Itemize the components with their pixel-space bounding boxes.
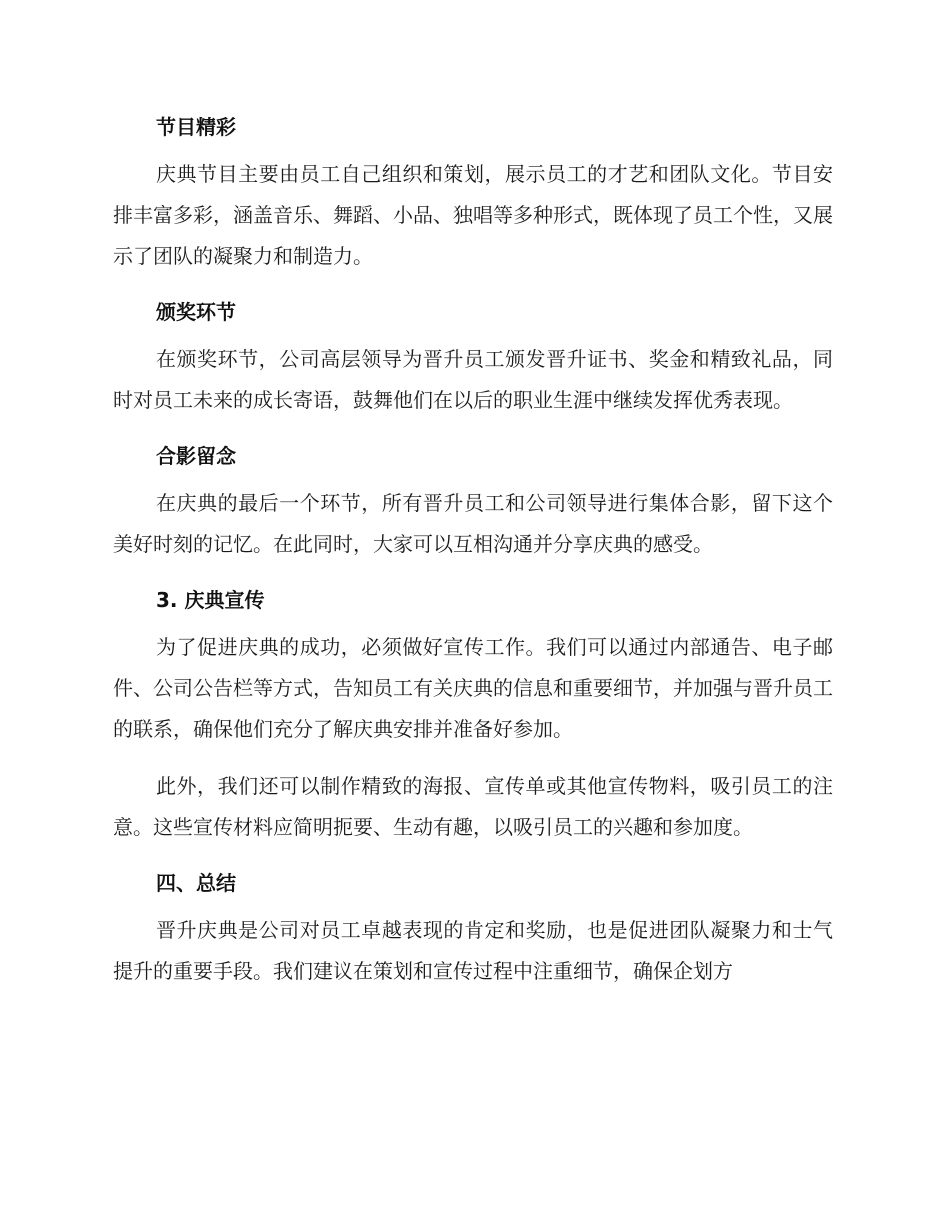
- body-paragraph: 在颁奖环节，公司高层领导为晋升员工颁发晋升证书、奖金和精致礼品，同时对员工未来的成长寄语，鼓舞他们在以后的职业生涯中继续发挥优秀表现。: [113, 347, 833, 412]
- body-paragraph: 庆典节目主要由员工自己组织和策划，展示员工的才艺和团队文化。节目安排丰富多彩，涵盖音乐、舞蹈、小品、独唱等多种形式，既体现了员工个性，又展示了团队的凝聚力和制造力。: [113, 162, 833, 268]
- section-award-ceremony: [113, 293, 833, 421]
- body-paragraph: 此外，我们还可以制作精致的海报、宣传单或其他宣传物料，吸引员工的注意。这些宣传材料应简明扼要、生动有趣，以吸引员工的兴趣和参加度。: [113, 774, 833, 839]
- document-body: [113, 108, 833, 1008]
- section-summary: [113, 864, 833, 992]
- body-paragraph: 为了促进庆典的成功，必须做好宣传工作。我们可以通过内部通告、电子邮件、公司公告栏等方式，告知员工有关庆典的信息和重要细节，并加强与晋升员工的联系，确保他们充分了解庆典安排并准备好参加。: [113, 635, 833, 741]
- section-program-highlights: [113, 108, 833, 277]
- section-heading: 节目精彩: [156, 115, 236, 139]
- body-paragraph: 晋升庆典是公司对员工卓越表现的肯定和奖励，也是促进团队凝聚力和士气提升的重要手段。我们建议在策划和宣传过程中注重细节，确保企划方: [113, 918, 833, 983]
- body-paragraph: 在庆典的最后一个环节，所有晋升员工和公司领导进行集体合影，留下这个美好时刻的记忆。在此同时，大家可以互相沟通并分享庆典的感受。: [113, 491, 833, 556]
- section-heading: 合影留念: [156, 444, 236, 468]
- section-group-photo: [113, 437, 833, 565]
- section-heading: 四、总结: [156, 871, 236, 895]
- section-heading: 3. 庆典宣传: [156, 588, 265, 612]
- section-celebration-publicity: [113, 581, 833, 848]
- section-heading: 颁奖环节: [156, 300, 236, 324]
